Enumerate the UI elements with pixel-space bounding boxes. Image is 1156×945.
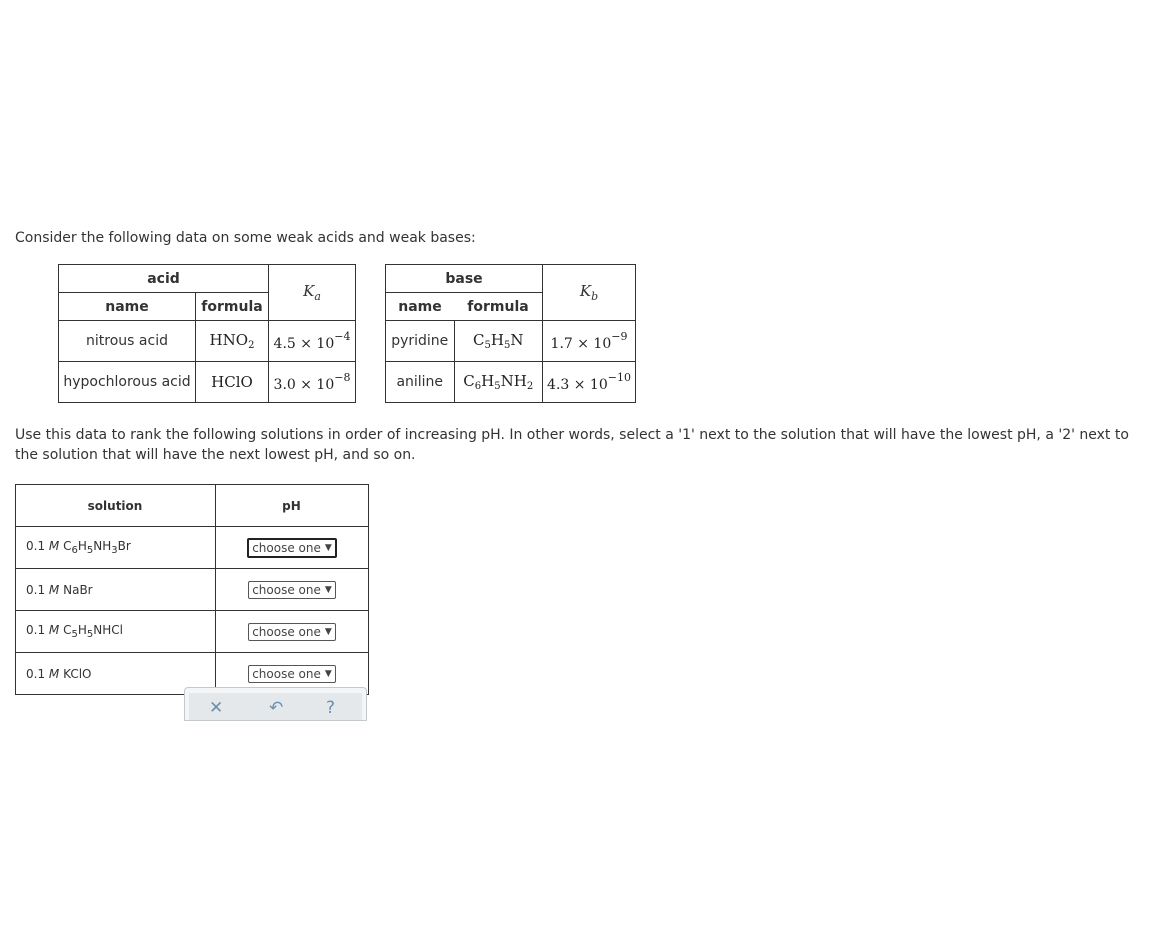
ph-rank-select[interactable]: choose one ▼ bbox=[248, 581, 336, 599]
help-icon[interactable]: ? bbox=[326, 698, 336, 718]
acid-group-header: acid bbox=[59, 265, 269, 293]
chevron-down-icon: ▼ bbox=[324, 584, 332, 595]
acid-table bbox=[58, 264, 356, 403]
undo-icon[interactable]: ↶ bbox=[269, 698, 284, 718]
base-name-pyridine: pyridine bbox=[386, 321, 455, 362]
acid-formula-header: formula bbox=[196, 293, 269, 321]
kb-header bbox=[543, 265, 636, 321]
kb-subscript: b bbox=[591, 290, 599, 303]
kb-symbol: K bbox=[579, 282, 592, 300]
kb-value-aniline: $4.3 \times 10^{-10}$ bbox=[543, 362, 636, 403]
chevron-down-icon: ▼ bbox=[324, 668, 332, 679]
base-table bbox=[385, 264, 636, 403]
base-name-aniline: aniline bbox=[386, 362, 455, 403]
close-icon[interactable]: ✕ bbox=[209, 698, 224, 718]
ka-subscript: a bbox=[314, 290, 321, 303]
base-name-header: name bbox=[386, 293, 455, 321]
ka-value-nitrous: $4.5 \times 10^{-4}$ bbox=[269, 321, 356, 362]
ph-rank-select[interactable]: choose one ▼ bbox=[248, 623, 336, 641]
kb-value-pyridine: $1.7 \times 10^{-9}$ bbox=[543, 321, 636, 362]
table-row bbox=[16, 527, 369, 569]
acid-name-hypochlorous: hypochlorous acid bbox=[59, 362, 196, 403]
ka-value-hypochlorous: $3.0 \times 10^{-8}$ bbox=[269, 362, 356, 403]
base-formula-c6h5nh2: $C_6H_5NH_2$ bbox=[454, 362, 543, 403]
acid-formula-hclo: HClO bbox=[196, 362, 269, 403]
solution-table bbox=[15, 484, 369, 695]
base-group-header: base bbox=[386, 265, 543, 293]
solution-label: 0.1 M NaBr bbox=[16, 569, 216, 611]
acid-name-header: name bbox=[59, 293, 196, 321]
chevron-down-icon: ▼ bbox=[324, 542, 332, 553]
ka-header bbox=[269, 265, 356, 321]
acid-formula-hno2: $HNO_2$ bbox=[196, 321, 269, 362]
table-row bbox=[16, 611, 369, 653]
chevron-down-icon: ▼ bbox=[324, 626, 332, 637]
intro-text: Consider the following data on some weak acids and weak bases: bbox=[15, 230, 476, 246]
table-row bbox=[16, 569, 369, 611]
ph-header: pH bbox=[216, 485, 369, 527]
base-formula-c5h5n: $C_5H_5N$ bbox=[454, 321, 543, 362]
acid-name-nitrous: nitrous acid bbox=[59, 321, 196, 362]
solution-header: solution bbox=[16, 485, 216, 527]
answer-toolbar bbox=[184, 687, 367, 721]
solution-label: 0.1 M $C_6H_5NH_3Br$ bbox=[16, 527, 216, 569]
solution-label: 0.1 M $C_5H_5NHCl$ bbox=[16, 611, 216, 653]
instructions-text: Use this data to rank the following solutions in order of increasing pH. In other words, select a '1' next to the solution that will have the lowest pH, a '2' next to the solution that will have the next lowest pH, and so on. bbox=[15, 427, 1129, 463]
solution-label: 0.1 M KClO bbox=[16, 653, 216, 695]
base-formula-header: formula bbox=[454, 293, 543, 321]
ph-rank-select[interactable]: choose one ▼ bbox=[248, 665, 336, 683]
ka-symbol: K bbox=[303, 282, 315, 300]
ph-rank-select[interactable]: choose one ▼ bbox=[247, 538, 337, 558]
